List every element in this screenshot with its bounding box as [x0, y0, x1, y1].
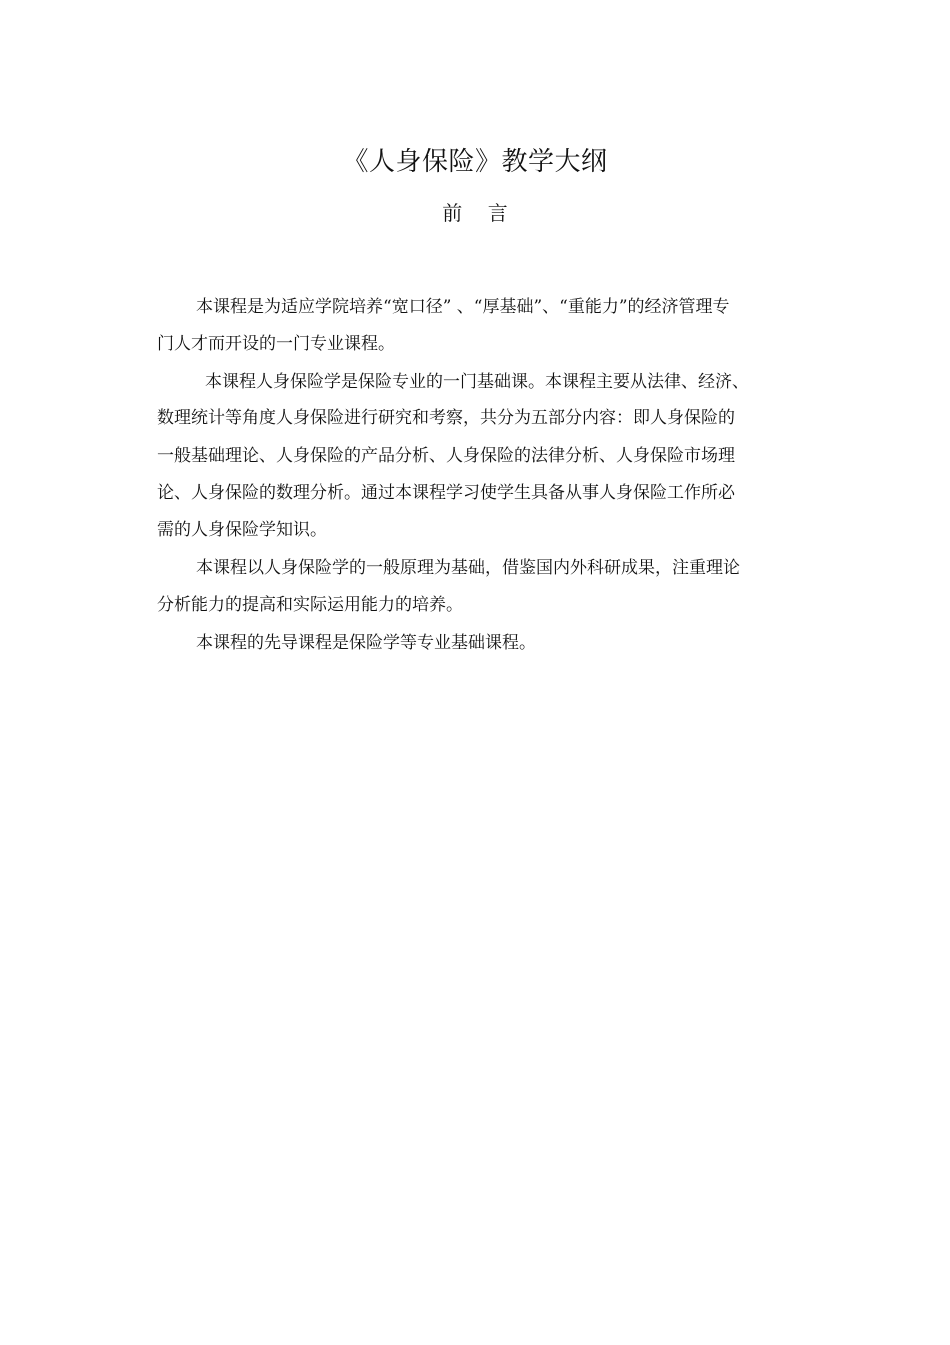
document-title: 《人身保险》教学大纲 — [342, 147, 608, 177]
paragraph-2-line-2: 数理统计等角度人身保险进行研究和考察，共分为五部分内容：即人身保险的 — [157, 408, 735, 428]
paragraph-2-line-3: 一般基础理论、人身保险的产品分析、人身保险的法律分析、人身保险市场理 — [157, 446, 735, 466]
paragraph-1-line-2: 门人才而开设的一门专业课程。 — [157, 334, 395, 354]
paragraph-2-line-4: 论、人身保险的数理分析。通过本课程学习使学生具备从事人身保险工作所必 — [157, 483, 735, 503]
section-heading-preface: 前 言 — [442, 201, 508, 225]
paragraph-2-line-5: 需的人身保险学知识。 — [157, 520, 327, 540]
paragraph-1-line-1: 本课程是为适应学院培养“宽口径” 、“厚基础”、“重能力”的经济管理专 — [196, 297, 730, 317]
paragraph-3-line-1: 本课程以人身保险学的一般原理为基础，借鉴国内外科研成果，注重理论 — [196, 558, 740, 578]
paragraph-4-line-1: 本课程的先导课程是保险学等专业基础课程。 — [196, 633, 536, 653]
paragraph-3-line-2: 分析能力的提高和实际运用能力的培养。 — [157, 595, 463, 615]
paragraph-2-line-1: 本课程人身保险学是保险专业的一门基础课。本课程主要从法律、经济、 — [205, 372, 749, 392]
